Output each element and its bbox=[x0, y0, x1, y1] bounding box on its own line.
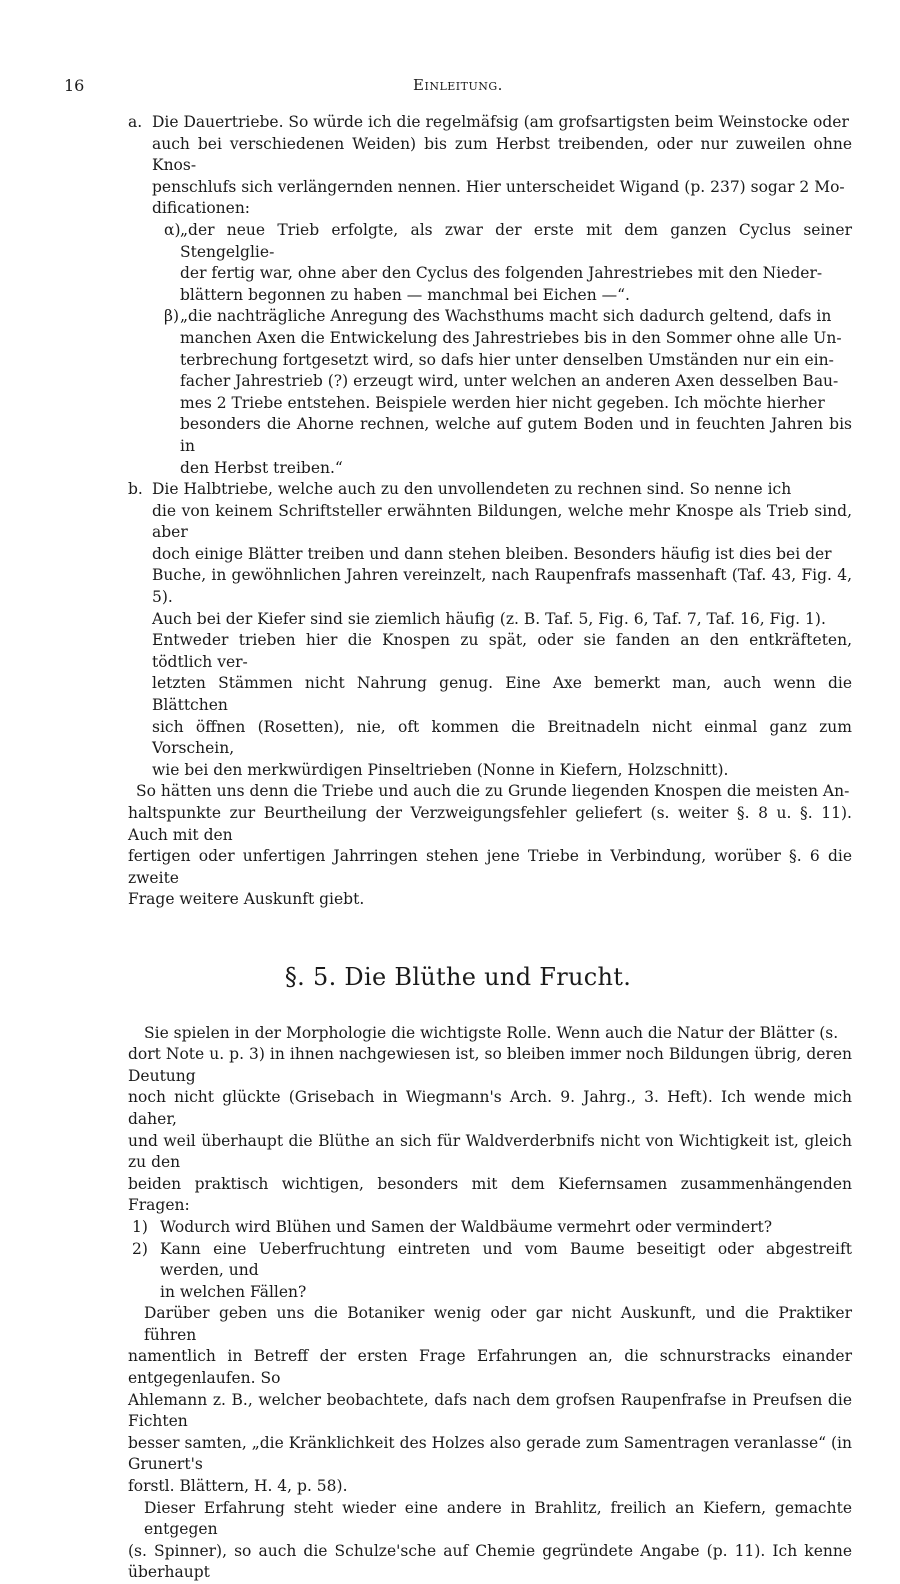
body-text bbox=[64, 112, 852, 1584]
section-b-line: Entweder trieben hier die Knospen zu spät, oder sie fanden an den entkräfteten, tödtlich ver- bbox=[152, 631, 852, 671]
subitem-alpha bbox=[64, 220, 852, 306]
para3-line: Dieser Erfahrung steht wieder eine andere in Brahlitz, freilich an Kiefern, gemachte entgegen bbox=[144, 1498, 852, 1539]
section-b-label: b. bbox=[128, 480, 143, 499]
closing-line: haltspunkte zur Beurtheilung der Verzweigungsfehler geliefert (s. weiter §. 8 u. §. 11). Auch mit den bbox=[128, 804, 852, 844]
question-line: in welchen Fällen? bbox=[160, 1282, 307, 1301]
section-b-line: letzten Stämmen nicht Nahrung genug. Eine Axe bemerkt man, auch wenn die Blättchen bbox=[152, 674, 852, 715]
closing-paragraph bbox=[64, 781, 852, 911]
section-b-line: Die Halbtriebe, welche auch zu den unvollendeten zu rechnen sind. So nenne ich bbox=[152, 480, 792, 499]
subitem-alpha-label: α) bbox=[164, 220, 181, 239]
section-heading: §. 5. Die Blüthe und Frucht. bbox=[284, 962, 632, 991]
question-list bbox=[64, 1217, 852, 1303]
subitem-beta-line: den Herbst treiben.“ bbox=[180, 458, 343, 477]
intro-line: beiden praktisch wichtigen, besonders mit dem Kiefernsamen zusammenhängenden Fragen: bbox=[128, 1174, 852, 1215]
intro-line: dort Note u. p. 3) in ihnen nachgewiesen ist, so bleiben immer noch Bildungen übrig, deren Deutung bbox=[128, 1045, 852, 1085]
intro-line: Sie spielen in der Morphologie die wichtigste Rolle. Wenn auch die Natur der Blätter (s. bbox=[144, 1023, 839, 1042]
question-line: Kann eine Ueberfruchtung eintreten und vom Baume beseitigt oder abgestreift werden, und bbox=[160, 1239, 852, 1280]
para2-line: besser samten, „die Kränklichkeit des Holzes also gerade zum Samentragen veranlasse“ (in Grunert's bbox=[128, 1433, 852, 1474]
para2-line: Darüber geben uns die Botaniker wenig oder gar nicht Auskunft, und die Praktiker führen bbox=[144, 1304, 852, 1344]
subitem-alpha-line: blättern begonnen zu haben — manchmal bei Eichen —“. bbox=[180, 285, 630, 304]
para3-line: (s. Spinner), so auch die Schulze'sche auf Chemie gegründete Angabe (p. 11). Ich kenne überhaupt bbox=[128, 1541, 852, 1582]
subitem-alpha-line: „der neue Trieb erfolgte, als zwar der erste mit dem ganzen Cyclus seiner Stengelglie- bbox=[180, 220, 852, 261]
section-a-line: dificationen: bbox=[152, 199, 251, 218]
section-b-line: sich öffnen (Rosetten), nie, oft kommen die Breitnadeln nicht einmal ganz zum Vorschein, bbox=[152, 717, 852, 758]
subitem-alpha-line: der fertig war, ohne aber den Cyclus des folgenden Jahrestriebes mit den Nieder- bbox=[180, 264, 823, 283]
para2-line: Ahlemann z. B., welcher beobachtete, dafs nach dem grofsen Raupenfrafse in Preufsen die Fichten bbox=[128, 1390, 852, 1431]
closing-line: So hätten uns denn die Triebe und auch die zu Grunde liegenden Knospen die meisten An- bbox=[136, 782, 850, 801]
intro-line: noch nicht glückte (Grisebach in Wiegmann's Arch. 9. Jahrg., 3. Heft). Ich wende mich daher, bbox=[128, 1088, 852, 1128]
question-line: Wodurch wird Blühen und Samen der Waldbäume vermehrt oder vermindert? bbox=[160, 1217, 773, 1236]
para2-line: forstl. Blättern, H. 4, p. 58). bbox=[128, 1477, 348, 1496]
closing-line: fertigen oder unfertigen Jahrringen stehen jene Triebe in Verbindung, worüber §. 6 die zweite bbox=[128, 847, 852, 887]
paragraph-2 bbox=[64, 1303, 852, 1497]
question-label: 1) bbox=[132, 1217, 148, 1236]
section-b-line: doch einige Blätter treiben und dann stehen bleiben. Besonders häufig ist dies bei der bbox=[152, 544, 832, 563]
section-a-line: auch bei verschiedenen Weiden) bis zum Herbst treibenden, oder nur zuweilen ohne Knos- bbox=[152, 134, 852, 175]
subitem-beta-line: manchen Axen die Entwickelung des Jahrestriebes bis in den Sommer ohne alle Un- bbox=[180, 328, 842, 347]
para2-line: namentlich in Betreff der ersten Frage Erfahrungen an, die schnurstracks einander entgegenlaufen. So bbox=[128, 1347, 852, 1388]
subitem-beta-line: besonders die Ahorne rechnen, welche auf gutem Boden und in feuchten Jahren bis in bbox=[180, 415, 852, 455]
section-a-line: penschlufs sich verlängernden nennen. Hier unterscheidet Wigand (p. 237) sogar 2 Mo- bbox=[152, 177, 845, 196]
section-b-line: Auch bei der Kiefer sind sie ziemlich häufig (z. B. Taf. 5, Fig. 6, Taf. 7, Taf. 16, Fig. 1). bbox=[152, 609, 826, 628]
question-item bbox=[64, 1239, 852, 1304]
section-a bbox=[64, 112, 852, 220]
subitem-beta-line: facher Jahrestrieb (?) erzeugt wird, unter welchen an anderen Axen desselben Bau- bbox=[180, 372, 839, 391]
subitem-beta-line: mes 2 Triebe entstehen. Beispiele werden hier nicht gegeben. Ich möchte hierher bbox=[180, 393, 825, 412]
section-b-line: Buche, in gewöhnlichen Jahren vereinzelt, nach Raupenfrafs massenhaft (Taf. 43, Fig. 4, 5). bbox=[152, 566, 852, 607]
subitem-beta-line: „die nachträgliche Anregung des Wachsthums macht sich dadurch geltend, dafs in bbox=[180, 307, 832, 326]
section5-intro bbox=[64, 1023, 852, 1217]
subitem-beta bbox=[64, 306, 852, 479]
subitem-beta-label: β) bbox=[164, 307, 180, 326]
subitem-beta-line: terbrechung fortgesetzt wird, so dafs hier unter denselben Umständen nur ein ein- bbox=[180, 350, 834, 369]
closing-line: Frage weitere Auskunft giebt. bbox=[128, 890, 365, 909]
intro-line: und weil überhaupt die Blüthe an sich für Waldverderbnifs nicht von Wichtigkeit ist, gleich zu den bbox=[128, 1131, 852, 1172]
section-b bbox=[64, 479, 852, 781]
running-head: Einleitung. bbox=[413, 76, 503, 94]
page-header bbox=[64, 76, 852, 96]
paragraph-3 bbox=[64, 1498, 852, 1584]
section-b-line: wie bei den merkwürdigen Pinseltrieben (Nonne in Kiefern, Holzschnitt). bbox=[152, 760, 729, 779]
question-label: 2) bbox=[132, 1239, 148, 1258]
section-b-line: die von keinem Schriftsteller erwähnten Bildungen, welche mehr Knospe als Trieb sind, aber bbox=[152, 501, 852, 542]
page-number: 16 bbox=[64, 76, 85, 95]
section-a-line: Die Dauertriebe. So würde ich die regelmäfsig (am grofsartigsten beim Weinstocke oder bbox=[152, 113, 849, 131]
question-item bbox=[64, 1217, 852, 1239]
section-a-label: a. bbox=[128, 113, 143, 131]
